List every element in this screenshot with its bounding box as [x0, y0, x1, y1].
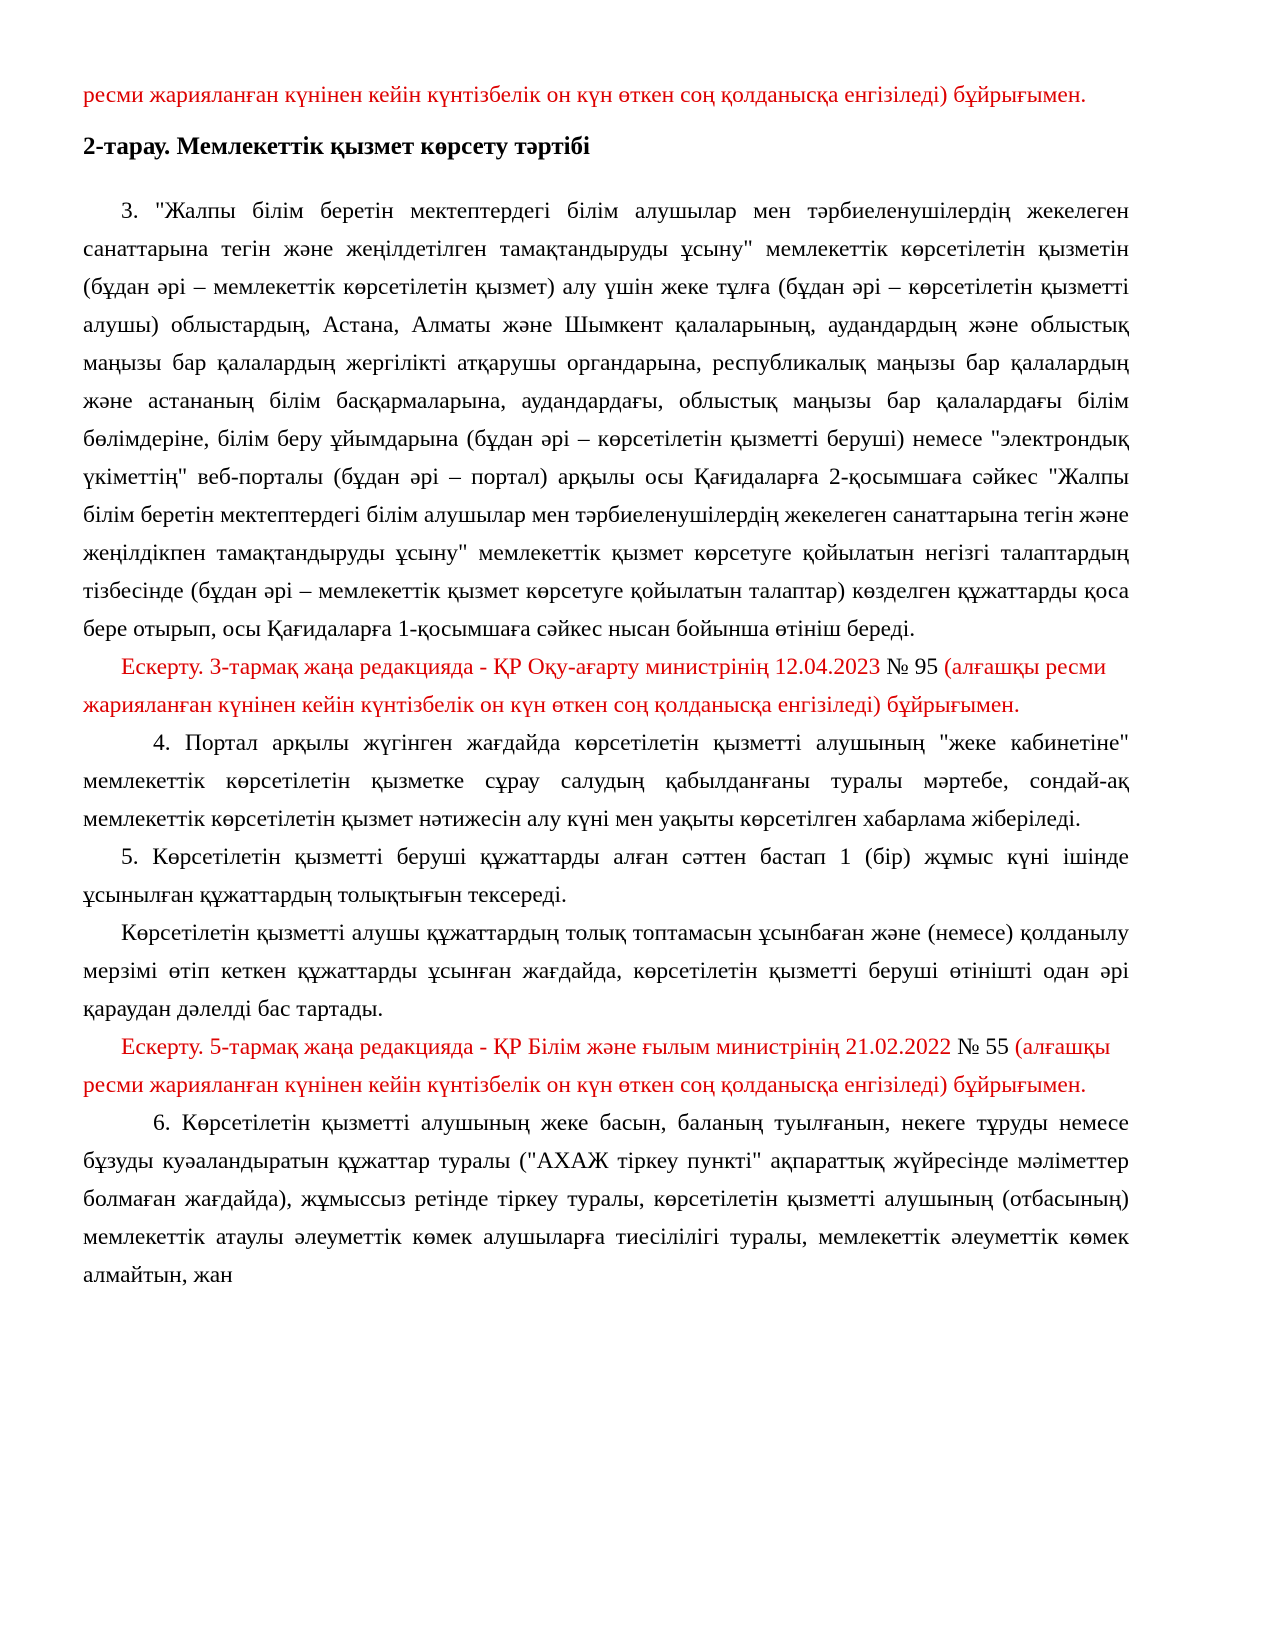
note-text: Ескерту. 5-тармақ жаңа редакцияда - ҚР Білім және ғылым министрінің 21.02.2022 — [121, 1034, 958, 1060]
note-text: (алғашқы ресми жарияланған күнінен кейін күнтізбелік он күн өткен соң қолданысқа енгізіледі) бұйрығымен. — [83, 1034, 1111, 1098]
paragraph-5: 5. Көрсетілетін қызметті беруші құжаттарды алған сәттен бастап 1 (бір) жұмыс күні ішінде ұсынылған құжаттардың толықтығын тексереді. — [83, 844, 1129, 908]
amendment-note-5 — [83, 1028, 1129, 1104]
paragraph-6: 6. Көрсетілетін қызметті алушының жеке басын, баланың туылғанын, некеге тұруды немесе бұзуды куәаландыратын құжаттар туралы ("АХАЖ тіркеу пункті" ақпараттық жүйресінде мәліметтер болмаған жағдайда), жұмыссыз ретінде тіркеу туралы, көрсетілетін қызметті алушының (отбасының) мемлекеттік атаулы әлеуметтік көмек алушыларға тиесілілігі туралы, мемлекеттік әлеуметтік көмек алмайтын, жан — [83, 1110, 1129, 1288]
document-page — [83, 76, 1129, 1294]
amendment-note-3 — [83, 648, 1129, 724]
note-text: Ескерту. 3-тармақ жаңа редакцияда - ҚР Оқу-ағарту министрінің 12.04.2023 — [121, 654, 887, 680]
paragraph-3: 3. "Жалпы білім беретін мектептердегі білім алушылар мен тәрбиеленушілердің жекелеген санаттарына тегін және жеңілдетілген тамақтандыруды ұсыну" мемлекеттік көрсетілетін қызметін (бұдан әрі – мемлекеттік көрсетілетін қызмет) алу үшін жеке тұлға (бұдан әрі – көрсетілетін қызметті алушы) облыстардың, Астана, Алматы және Шымкент қалаларының, аудандардың және облыстық маңызы бар қалалардың жергілікті атқарушы органдарына, республикалық маңызы бар қалалардың және астананың білім басқармаларына, аудандардағы, облыстық маңызы бар қалалардағы білім бөлімдеріне, білім беру ұйымдарына (бұдан әрі – көрсетілетін қызметті беруші) немесе "электрондық үкіметтің" веб-порталы (бұдан әрі – портал) арқылы осы Қағидаларға 2-қосымшаға сәйкес "Жалпы білім беретін мектептердегі білім алушылар мен тәрбиеленушілердің жекелеген санаттарына тегін және жеңілдікпен тамақтандыруды ұсыну" мемлекеттік қызмет көрсетуге қойылатын негізгі талаптардың тізбесінде (бұдан әрі – мемлекеттік қызмет көрсетуге қойылатын талаптар) көзделген құжаттарды қоса бере отырып, осы Қағидаларға 1-қосымшаға сәйкес нысан бойынша өтініш береді. — [83, 198, 1129, 642]
order-number: № 95 — [886, 654, 939, 680]
chapter-heading: 2-тарау. Мемлекеттік қызмет көрсету тәртібі — [83, 133, 590, 160]
order-number: № 55 — [957, 1034, 1009, 1060]
paragraph-4: 4. Портал арқылы жүгінген жағдайда көрсетілетін қызметті алушының "жеке кабинетіне" мемлекеттік көрсетілетін қызметке сұрау салудың қабылданғаны туралы мәртебе, сондай-ақ мемлекеттік көрсетілетін қызмет нәтижесін алу күні мен уақыты көрсетілген хабарлама жіберіледі. — [83, 730, 1129, 832]
paragraph-5-continuation: Көрсетілетін қызметті алушы құжаттардың толық топтамасын ұсынбаған және (немесе) қолданылу мерзімі өтіп кеткен құжаттарды ұсынған жағдайда, көрсетілетін қызметті беруші өтінішті одан әрі қараудан дәлелді бас тартады. — [83, 920, 1129, 1022]
note-text: (алғашқы ресми жарияланған күнінен кейін күнтізбелік он күн өткен соң қолданысқа енгізіледі) бұйрығымен. — [83, 654, 1107, 718]
carryover-note: ресми жарияланған күнінен кейін күнтізбелік он күн өткен соң қолданысқа енгізіледі) бұйрығымен. — [83, 82, 1087, 108]
